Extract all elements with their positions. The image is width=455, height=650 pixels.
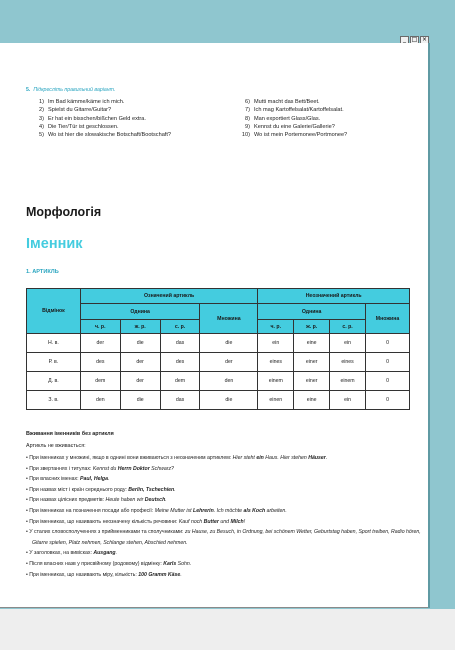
case-cell: Н. в. <box>27 334 81 353</box>
exercise-item: 2) Spielst du Gitarre/Guitar? <box>39 107 112 114</box>
list-item: • При іменниках, що називають неозначену кількість речовини: Kauf noch Butter und Milch! <box>26 517 421 528</box>
usage-title: Вживання іменників без артикля <box>26 431 114 437</box>
table-cell: einem <box>330 372 366 391</box>
list-item: • У заголовках, на вивісках: Ausgang. <box>26 548 421 559</box>
table-cell: der <box>200 353 258 372</box>
table-cell: ein <box>258 334 294 353</box>
subsection-title: Іменник <box>26 236 83 252</box>
exercise-item: 3) Er hat ein bisschen/bißchen Geld extra. <box>39 115 146 122</box>
table-cell: einer <box>294 353 330 372</box>
exercise-item: 10) Wo ist mein Portemonee/Portmonee? <box>241 132 348 139</box>
table-cell: einer <box>294 372 330 391</box>
exercise-item: 5) Wo ist hier die slowakische Botschaft/Bootschaft? <box>39 132 172 139</box>
table-row <box>27 372 410 391</box>
usage-intro: Артикль не вживається: <box>26 443 86 449</box>
table-row <box>27 353 410 372</box>
close-button[interactable]: × <box>421 36 428 43</box>
list-item: • У сталих словосполученнях з прийменниками та сполучниками: zu Hause, zu Besuch, in Ordnung, bei schönem Wetter, Geburtstag haben, Sport treiben, Radio hören, Gitarre spielen, Platz nehmen, Schlange stehen, Abschied nehmen. <box>26 527 421 548</box>
table-cell: die <box>120 334 160 353</box>
exercise-item: 7) Ich mag Kartoffelsalat/Kartoffelsalat. <box>245 107 344 114</box>
table-cell: der <box>80 334 120 353</box>
table-cell: 0 <box>366 334 410 353</box>
table-cell: eine <box>294 391 330 410</box>
table-row <box>27 334 410 353</box>
list-item: • При іменниках у множині, якщо в однині вони вживаються з неозначеним артиклем: Hier steht ein Haus. Hier stehen Häuser. <box>26 453 421 464</box>
document-page <box>0 43 428 608</box>
table-cell: 0 <box>366 391 410 410</box>
table-cell: dem <box>160 372 200 391</box>
gender-header: ж. р. <box>120 320 160 334</box>
gender-header: ж. р. <box>294 320 330 334</box>
table-cell: einem <box>258 372 294 391</box>
exercise-number: 5. <box>26 87 31 93</box>
case-cell: Д. в. <box>27 372 81 391</box>
table-cell: die <box>200 334 258 353</box>
exercise-right-column <box>240 99 347 140</box>
table-cell: ein <box>330 334 366 353</box>
singular-header: Однина <box>258 304 366 320</box>
table-cell: eine <box>294 334 330 353</box>
table-cell: das <box>160 391 200 410</box>
list-item: • При іменниках на позначення посади або професії: Meine Mutter ist Lehrerin. Ich möchte als Koch arbeiten. <box>26 506 421 517</box>
minimize-button[interactable]: _ <box>400 36 409 44</box>
title-bar <box>0 0 455 43</box>
list-item: • При іменниках, що називають міру, кількість: 100 Gramm Käse. <box>26 570 421 581</box>
exercise-heading <box>26 87 115 93</box>
case-cell: З. в. <box>27 391 81 410</box>
exercise-item: 8) Man exportiert Glass/Glas. <box>245 115 321 122</box>
list-item: • При власних іменах: Paul, Helga. <box>26 474 421 485</box>
section-title: Морфологія <box>26 205 102 219</box>
table-cell: die <box>120 391 160 410</box>
gender-header: ч. р. <box>80 320 120 334</box>
gender-header: с. р. <box>330 320 366 334</box>
list-item: • При назвах міст і країн середнього роду: Berlin, Tschechien. <box>26 485 421 496</box>
restore-button[interactable]: □ <box>411 36 418 43</box>
exercise-item: 9) Kennst du eine Galerie/Gallerie? <box>245 123 335 130</box>
exercise-item: 6) Mutti macht das Bett/Beet. <box>245 99 320 105</box>
window-frame-divider <box>428 43 430 608</box>
list-item: • При назвах цілісних предметів: Heute haben wir Deutsch. <box>26 495 421 506</box>
table-cell: der <box>120 353 160 372</box>
table-cell: dem <box>80 372 120 391</box>
table-cell: das <box>160 334 200 353</box>
indefinite-header: Неозначений артикль <box>258 289 410 304</box>
table-cell: einen <box>258 391 294 410</box>
table-cell: der <box>120 372 160 391</box>
table-cell: ein <box>330 391 366 410</box>
usage-list <box>26 453 421 580</box>
table-cell: 0 <box>366 372 410 391</box>
exercise-item: 4) Die Tier/Tür ist geschlossen. <box>39 123 119 130</box>
definite-header: Означений артикль <box>80 289 257 304</box>
window-frame-right <box>428 43 455 650</box>
plural-header: Множина <box>200 304 258 334</box>
case-header: Відмінок <box>27 289 81 334</box>
table-cell: eines <box>330 353 366 372</box>
table-row <box>27 391 410 410</box>
table-cell: die <box>200 391 258 410</box>
desktop-background <box>0 609 455 650</box>
table-cell: den <box>80 391 120 410</box>
list-item: • Після власних назв у присвійному (родовому) відмінку: Karls Sohn. <box>26 559 421 570</box>
case-cell: Р. в. <box>27 353 81 372</box>
table-cell: des <box>160 353 200 372</box>
gender-header: с. р. <box>160 320 200 334</box>
list-item: • При звертаннях і титулах: Kennst du Herrn Doktor Schwarz? <box>26 464 421 475</box>
topic-heading: 1. АРТИКЛЬ <box>26 269 59 275</box>
table-cell: den <box>200 372 258 391</box>
singular-header: Однина <box>80 304 200 320</box>
gender-header: ч. р. <box>258 320 294 334</box>
exercise-left-column <box>34 99 171 140</box>
article-table <box>26 288 410 410</box>
table-cell: des <box>80 353 120 372</box>
plural-header: Множина <box>366 304 410 334</box>
exercise-item: 1) Im Bad kämme/käme ich mich. <box>39 99 125 105</box>
table-cell: eines <box>258 353 294 372</box>
table-cell: 0 <box>366 353 410 372</box>
exercise-instruction: Підкресліть правильний варіант. <box>33 87 116 93</box>
